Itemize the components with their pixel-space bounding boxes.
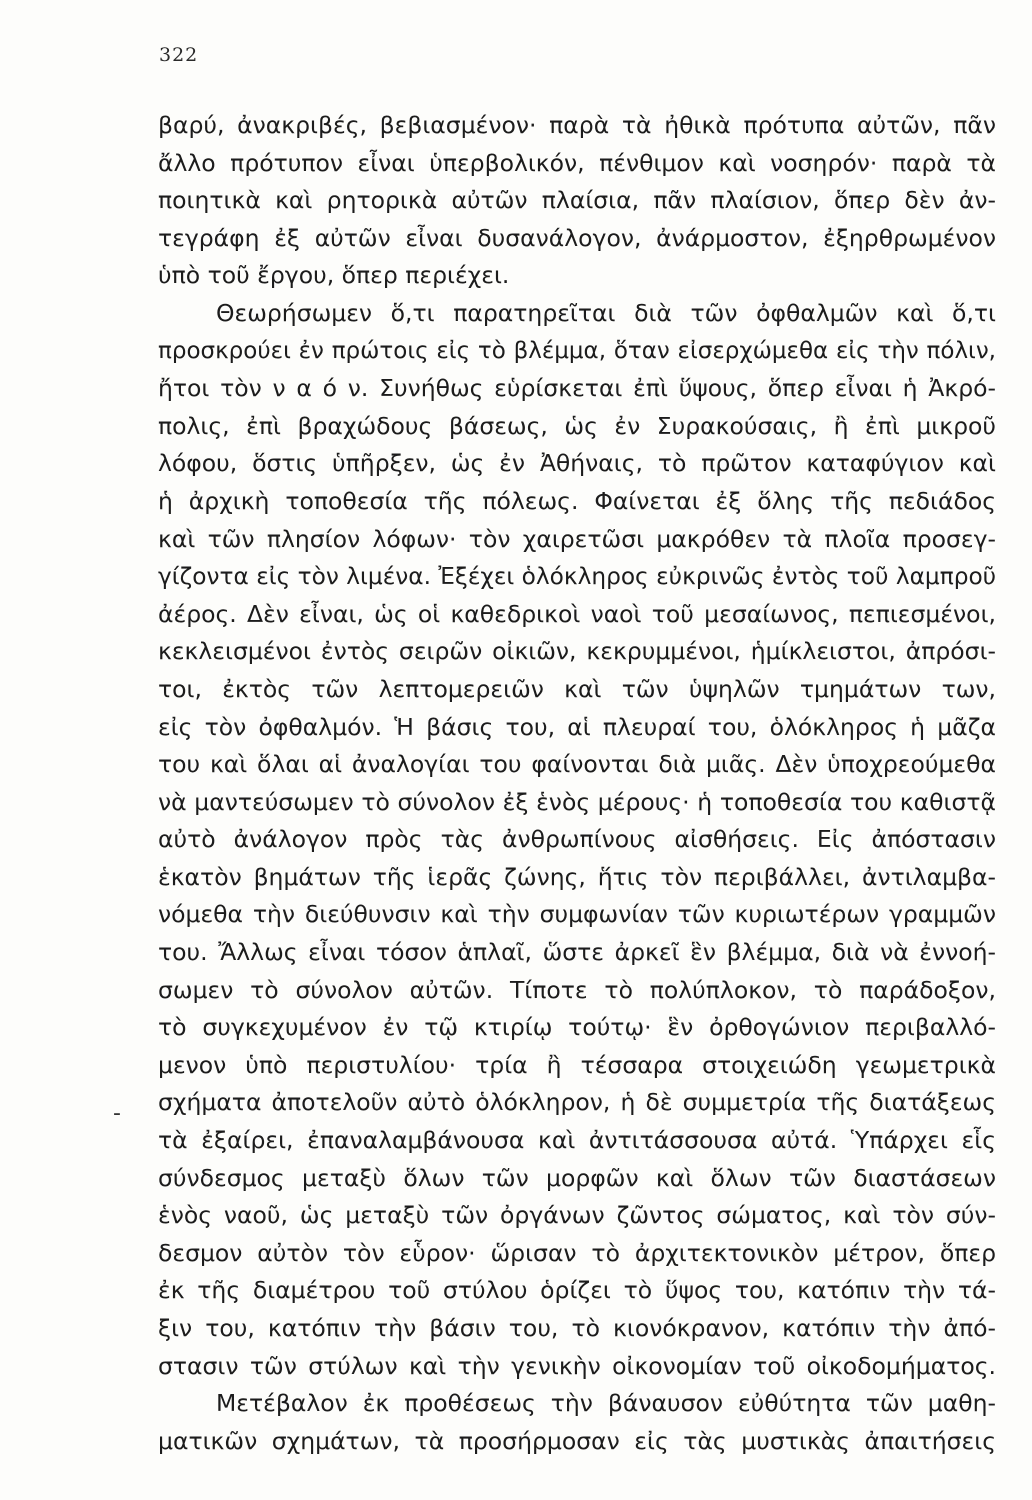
text-line: προσκρούει ἐν πρώτοις εἰς τὸ βλέμμα, ὅταν εἰσερχώμεθα εἰς τὴν πόλιν, xyxy=(158,337,996,364)
body-text xyxy=(158,107,996,1460)
text-line: εἰς τὸν ὀφθαλμόν. Ἡ βάσις του, αἱ πλευραί του, ὁλόκληρος ἡ μᾶζα xyxy=(158,712,996,741)
text-line: Μετέβαλον ἐκ προθέσεως τὴν βάναυσον εὐθύτητα τῶν μαθη- xyxy=(216,1389,996,1418)
text-line: τὰ ἐξαίρει, ἐπαναλαμβάνουσα καὶ ἀντιτάσσουσα αὐτά. Ὑπάρχει εἷς xyxy=(158,1126,996,1155)
text-line: ἤτοι τὸν ν α ό ν. Συνήθως εὑρίσκεται ἐπὶ ὕψους, ὅπερ εἶναι ἡ Ἀκρό- xyxy=(158,374,996,403)
text-line: ἑκατὸν βημάτων τῆς ἱερᾶς ζώνης, ἥτις τὸν περιβάλλει, ἀντιλαμβα- xyxy=(158,862,996,891)
text-line: δεσμον αὐτὸν τὸν εὗρον· ὥρισαν τὸ ἀρχιτεκτονικὸν μέτρον, ὅπερ xyxy=(158,1238,996,1267)
text-line: νόμεθα τὴν διεύθυνσιν καὶ τὴν συμφωνίαν τῶν κυριωτέρων γραμμῶν xyxy=(158,900,996,929)
text-line: κεκλεισμένοι ἐντὸς σειρῶν οἰκιῶν, κεκρυμμένοι, ἡμίκλειστοι, ἀπρόσι- xyxy=(158,637,996,666)
text-line: του καὶ ὅλαι αἱ ἀναλογίαι του φαίνονται διὰ μιᾶς. Δὲν ὑποχρεούμεθα xyxy=(158,750,996,779)
text-line: ἐκ τῆς διαμέτρου τοῦ στύλου ὁρίζει τὸ ὕψος του, κατόπιν τὴν τά- xyxy=(158,1276,996,1305)
text-line: ἑνὸς ναοῦ, ὡς μεταξὺ τῶν ὀργάνων ζῶντος σώματος, καὶ τὸν σύν- xyxy=(158,1201,996,1230)
margin-mark: - xyxy=(113,1101,121,1126)
text-line: πολις, ἐπὶ βραχώδους βάσεως, ὡς ἐν Συρακούσαις, ἢ ἐπὶ μικροῦ xyxy=(158,411,996,440)
page-number: 322 xyxy=(159,44,199,66)
text-line: ἡ ἀρχικὴ τοποθεσία τῆς πόλεως. Φαίνεται ἐξ ὅλης τῆς πεδιάδος xyxy=(158,486,996,515)
text-line: αὐτὸ ἀνάλογον πρὸς τὰς ἀνθρωπίνους αἰσθήσεις. Εἰς ἀπόστασιν xyxy=(158,825,996,854)
text-line: γίζοντα εἰς τὸν λιμένα. Ἐξέχει ὁλόκληρος εὐκρινῶς ἐντὸς τοῦ λαμπροῦ xyxy=(158,563,996,591)
text-line: λόφου, ὅστις ὑπῆρξεν, ὡς ἐν Ἀθήναις, τὸ πρῶτον καταφύγιον καὶ xyxy=(158,449,996,478)
text-line: καὶ τῶν πλησίον λόφων· τὸν χαιρετῶσι μακρόθεν τὰ πλοῖα προσεγ- xyxy=(158,524,996,553)
text-line: νὰ μαντεύσωμεν τὸ σύνολον ἐξ ἑνὸς μέρους· ἡ τοποθεσία του καθιστᾷ xyxy=(158,787,996,816)
text-line: ξιν του, κατόπιν τὴν βάσιν του, τὸ κιονόκρανον, κατόπιν τὴν ἀπό- xyxy=(158,1314,996,1342)
text-line: στασιν τῶν στύλων καὶ τὴν γενικὴν οἰκονομίαν τοῦ οἰκοδομήματος. xyxy=(158,1351,996,1380)
text-line: μενον ὑπὸ περιστυλίου· τρία ἢ τέσσαρα στοιχειώδη γεωμετρικὰ xyxy=(158,1050,996,1079)
text-line: ἄλλο πρότυπον εἶναι ὑπερβολικόν, πένθιμον καὶ νοσηρόν· παρὰ τὰ xyxy=(158,148,996,177)
text-line: ἀέρος. Δὲν εἶναι, ὡς οἱ καθεδρικοὶ ναοὶ τοῦ μεσαίωνος, πεπιεσμένοι, xyxy=(158,599,996,628)
text-line: σύνδεσμος μεταξὺ ὅλων τῶν μορφῶν καὶ ὅλων τῶν διαστάσεων xyxy=(158,1163,996,1192)
text-line: βαρύ, ἀνακριβές, βεβιασμένον· παρὰ τὰ ἠθικὰ πρότυπα αὐτῶν, πᾶν xyxy=(158,111,996,139)
text-line: ὑπὸ τοῦ ἔργου, ὅπερ περιέχει. xyxy=(158,261,510,290)
text-line: τὸ συγκεχυμένον ἐν τῷ κτιρίῳ τούτῳ· ἓν ὀρθογώνιον περιβαλλό- xyxy=(158,1013,996,1042)
text-line: τοι, ἐκτὸς τῶν λεπτομερειῶν καὶ τῶν ὑψηλῶν τμημάτων των, xyxy=(158,674,996,703)
text-line: ματικῶν σχημάτων, τὰ προσήρμοσαν εἰς τὰς μυστικὰς ἀπαιτήσεις xyxy=(158,1426,996,1455)
text-line: σωμεν τὸ σύνολον αὐτῶν. Τίποτε τὸ πολύπλοκον, τὸ παράδοξον, xyxy=(158,975,996,1004)
text-line: Θεωρήσωμεν ὅ,τι παρατηρεῖται διὰ τῶν ὀφθαλμῶν καὶ ὅ,τι xyxy=(216,298,996,327)
text-line: τεγράφη ἐξ αὐτῶν εἶναι δυσανάλογον, ἀνάρμοστον, ἐξηρθρωμένον xyxy=(158,223,996,252)
text-line: ποιητικὰ καὶ ρητορικὰ αὐτῶν πλαίσια, πᾶν πλαίσιον, ὅπερ δὲν ἀν- xyxy=(158,186,996,215)
text-line: του. Ἄλλως εἶναι τόσον ἁπλαῖ, ὥστε ἀρκεῖ ἓν βλέμμα, διὰ νὰ ἐννοή- xyxy=(158,938,996,967)
text-line: σχήματα ἀποτελοῦν αὐτὸ ὁλόκληρον, ἡ δὲ συμμετρία τῆς διατάξεως xyxy=(158,1088,996,1117)
